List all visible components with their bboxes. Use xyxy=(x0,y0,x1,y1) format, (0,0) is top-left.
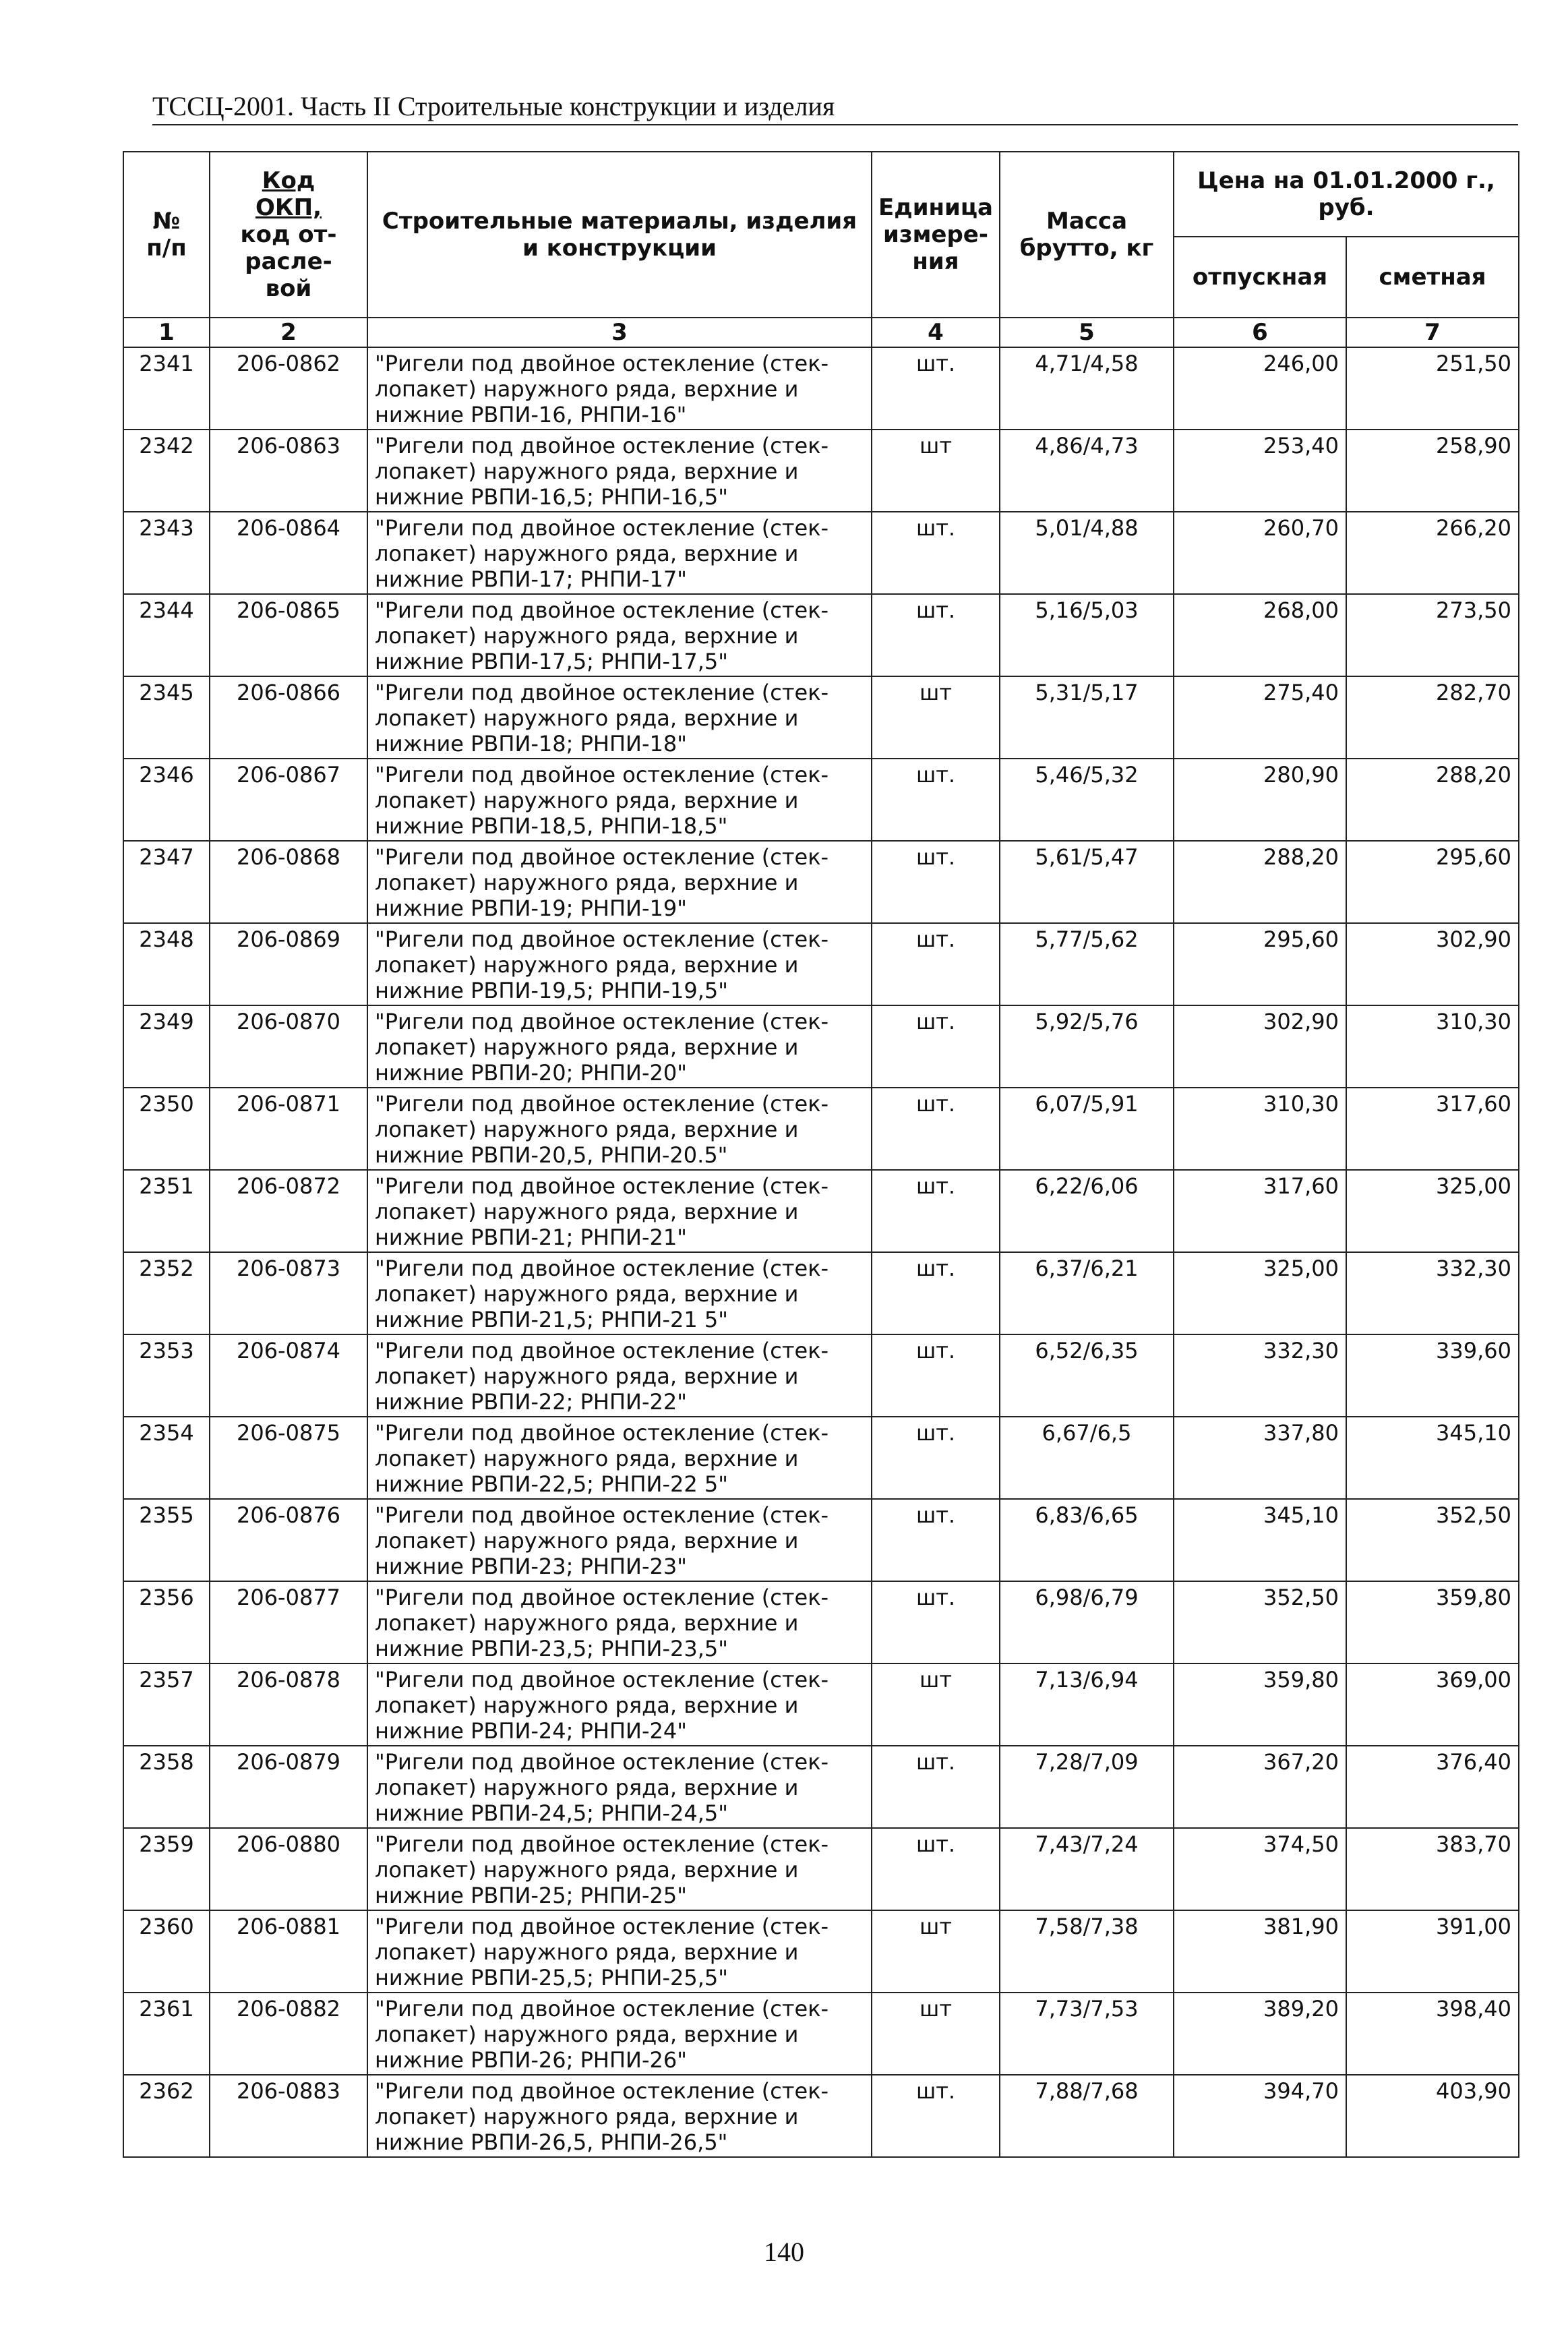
row-name: "Ригели под двойное остекление (стек- лопакет) наружного ряда, верхние и нижние РВПИ-22,5; РНПИ-22 5" xyxy=(367,1417,872,1499)
row-mass: 7,13/6,94 xyxy=(1000,1663,1174,1746)
header-num: № п/п xyxy=(123,152,210,318)
row-price-release: 288,20 xyxy=(1174,841,1346,923)
row-price-estimate: 266,20 xyxy=(1346,512,1519,594)
row-mass: 6,83/6,65 xyxy=(1000,1499,1174,1581)
table-row xyxy=(123,1581,1519,1663)
table-row xyxy=(123,1170,1519,1252)
row-number: 2341 xyxy=(123,347,210,430)
row-code: 206-0872 xyxy=(210,1170,367,1252)
row-mass: 4,86/4,73 xyxy=(1000,430,1174,512)
row-price-estimate: 258,90 xyxy=(1346,430,1519,512)
row-unit: шт. xyxy=(872,923,1000,1005)
row-code: 206-0865 xyxy=(210,594,367,676)
row-name: "Ригели под двойное остекление (стек- лопакет) наружного ряда, верхние и нижние РВПИ-26; РНПИ-26" xyxy=(367,1993,872,2075)
table-row xyxy=(123,1663,1519,1746)
row-mass: 7,43/7,24 xyxy=(1000,1828,1174,1910)
row-price-release: 246,00 xyxy=(1174,347,1346,430)
row-code: 206-0870 xyxy=(210,1005,367,1088)
row-price-release: 295,60 xyxy=(1174,923,1346,1005)
row-price-estimate: 369,00 xyxy=(1346,1663,1519,1746)
row-price-release: 337,80 xyxy=(1174,1417,1346,1499)
row-unit: шт. xyxy=(872,2075,1000,2157)
column-number: 7 xyxy=(1346,318,1519,347)
row-price-release: 352,50 xyxy=(1174,1581,1346,1663)
row-name: "Ригели под двойное остекление (стек- лопакет) наружного ряда, верхние и нижние РВПИ-18,5, РНПИ-18,5" xyxy=(367,759,872,841)
row-code: 206-0875 xyxy=(210,1417,367,1499)
row-number: 2345 xyxy=(123,676,210,759)
row-mass: 5,16/5,03 xyxy=(1000,594,1174,676)
table-row xyxy=(123,923,1519,1005)
row-unit: шт. xyxy=(872,1581,1000,1663)
row-price-release: 325,00 xyxy=(1174,1252,1346,1334)
row-code: 206-0869 xyxy=(210,923,367,1005)
row-number: 2342 xyxy=(123,430,210,512)
table-row xyxy=(123,1499,1519,1581)
row-number: 2352 xyxy=(123,1252,210,1334)
row-mass: 5,61/5,47 xyxy=(1000,841,1174,923)
row-number: 2359 xyxy=(123,1828,210,1910)
table-row xyxy=(123,1334,1519,1417)
row-unit: шт. xyxy=(872,1088,1000,1170)
row-code: 206-0866 xyxy=(210,676,367,759)
row-number: 2362 xyxy=(123,2075,210,2157)
row-price-release: 268,00 xyxy=(1174,594,1346,676)
row-price-release: 367,20 xyxy=(1174,1746,1346,1828)
row-code: 206-0881 xyxy=(210,1910,367,1993)
row-mass: 6,22/6,06 xyxy=(1000,1170,1174,1252)
row-unit: шт. xyxy=(872,1746,1000,1828)
table-row xyxy=(123,759,1519,841)
row-code: 206-0879 xyxy=(210,1746,367,1828)
row-name: "Ригели под двойное остекление (стек- лопакет) наружного ряда, верхние и нижние РВПИ-25; РНПИ-25" xyxy=(367,1828,872,1910)
table-row xyxy=(123,1252,1519,1334)
row-price-estimate: 251,50 xyxy=(1346,347,1519,430)
row-name: "Ригели под двойное остекление (стек- лопакет) наружного ряда, верхние и нижние РВПИ-17,5; РНПИ-17,5" xyxy=(367,594,872,676)
row-price-release: 389,20 xyxy=(1174,1993,1346,2075)
row-price-estimate: 295,60 xyxy=(1346,841,1519,923)
table-row xyxy=(123,1828,1519,1910)
row-unit: шт. xyxy=(872,1334,1000,1417)
row-mass: 6,37/6,21 xyxy=(1000,1252,1174,1334)
row-name: "Ригели под двойное остекление (стек- лопакет) наружного ряда, верхние и нижние РВПИ-18; РНПИ-18" xyxy=(367,676,872,759)
row-code: 206-0874 xyxy=(210,1334,367,1417)
row-mass: 6,67/6,5 xyxy=(1000,1417,1174,1499)
row-number: 2357 xyxy=(123,1663,210,1746)
row-name: "Ригели под двойное остекление (стек- лопакет) наружного ряда, верхние и нижние РВПИ-17; РНПИ-17" xyxy=(367,512,872,594)
row-name: "Ригели под двойное остекление (стек- лопакет) наружного ряда, верхние и нижние РВПИ-20; РНПИ-20" xyxy=(367,1005,872,1088)
row-name: "Ригели под двойное остекление (стек- лопакет) наружного ряда, верхние и нижние РВПИ-23; РНПИ-23" xyxy=(367,1499,872,1581)
row-number: 2349 xyxy=(123,1005,210,1088)
row-number: 2355 xyxy=(123,1499,210,1581)
row-price-estimate: 359,80 xyxy=(1346,1581,1519,1663)
row-mass: 5,01/4,88 xyxy=(1000,512,1174,594)
row-code: 206-0882 xyxy=(210,1993,367,2075)
row-price-release: 345,10 xyxy=(1174,1499,1346,1581)
row-price-release: 374,50 xyxy=(1174,1828,1346,1910)
row-price-estimate: 345,10 xyxy=(1346,1417,1519,1499)
table-row xyxy=(123,1088,1519,1170)
row-name: "Ригели под двойное остекление (стек- лопакет) наружного ряда, верхние и нижние РВПИ-21; РНПИ-21" xyxy=(367,1170,872,1252)
header-price-release: отпускная xyxy=(1174,237,1346,318)
row-price-estimate: 310,30 xyxy=(1346,1005,1519,1088)
row-price-release: 359,80 xyxy=(1174,1663,1346,1746)
row-name: "Ригели под двойное остекление (стек- лопакет) наружного ряда, верхние и нижние РВПИ-23,5; РНПИ-23,5" xyxy=(367,1581,872,1663)
row-name: "Ригели под двойное остекление (стек- лопакет) наружного ряда, верхние и нижние РВПИ-21,5; РНПИ-21 5" xyxy=(367,1252,872,1334)
row-price-release: 275,40 xyxy=(1174,676,1346,759)
row-name: "Ригели под двойное остекление (стек- лопакет) наружного ряда, верхние и нижние РВПИ-16,5; РНПИ-16,5" xyxy=(367,430,872,512)
row-mass: 6,52/6,35 xyxy=(1000,1334,1174,1417)
row-unit: шт. xyxy=(872,1252,1000,1334)
row-unit: шт xyxy=(872,1910,1000,1993)
row-price-estimate: 352,50 xyxy=(1346,1499,1519,1581)
row-mass: 4,71/4,58 xyxy=(1000,347,1174,430)
table-row xyxy=(123,2075,1519,2157)
page-header: ТССЦ-2001. Часть II Строительные конструкции и изделия xyxy=(152,92,1518,125)
row-mass: 7,58/7,38 xyxy=(1000,1910,1174,1993)
row-mass: 5,92/5,76 xyxy=(1000,1005,1174,1088)
row-price-release: 253,40 xyxy=(1174,430,1346,512)
row-price-release: 280,90 xyxy=(1174,759,1346,841)
row-price-estimate: 332,30 xyxy=(1346,1252,1519,1334)
header-code xyxy=(210,152,367,318)
row-code: 206-0867 xyxy=(210,759,367,841)
table-row xyxy=(123,512,1519,594)
row-price-estimate: 403,90 xyxy=(1346,2075,1519,2157)
row-number: 2346 xyxy=(123,759,210,841)
row-price-estimate: 383,70 xyxy=(1346,1828,1519,1910)
column-number-row xyxy=(123,318,1519,347)
header-price-group: Цена на 01.01.2000 г., руб. xyxy=(1174,152,1519,237)
row-price-estimate: 282,70 xyxy=(1346,676,1519,759)
table-row xyxy=(123,1910,1519,1993)
row-name: "Ригели под двойное остекление (стек- лопакет) наружного ряда, верхние и нижние РВПИ-24,5; РНПИ-24,5" xyxy=(367,1746,872,1828)
row-name: "Ригели под двойное остекление (стек- лопакет) наружного ряда, верхние и нижние РВПИ-19; РНПИ-19" xyxy=(367,841,872,923)
row-code: 206-0871 xyxy=(210,1088,367,1170)
row-name: "Ригели под двойное остекление (стек- лопакет) наружного ряда, верхние и нижние РВПИ-25,5; РНПИ-25,5" xyxy=(367,1910,872,1993)
row-price-estimate: 325,00 xyxy=(1346,1170,1519,1252)
header-unit: Единица измере- ния xyxy=(872,152,1000,318)
table-row xyxy=(123,676,1519,759)
row-unit: шт xyxy=(872,430,1000,512)
row-price-estimate: 302,90 xyxy=(1346,923,1519,1005)
row-unit: шт xyxy=(872,1993,1000,2075)
table-row xyxy=(123,594,1519,676)
table-row xyxy=(123,1417,1519,1499)
row-code: 206-0880 xyxy=(210,1828,367,1910)
row-unit: шт. xyxy=(872,1170,1000,1252)
row-code: 206-0876 xyxy=(210,1499,367,1581)
row-price-release: 332,30 xyxy=(1174,1334,1346,1417)
column-number: 6 xyxy=(1174,318,1346,347)
row-unit: шт. xyxy=(872,841,1000,923)
row-code: 206-0868 xyxy=(210,841,367,923)
row-unit: шт xyxy=(872,1663,1000,1746)
table-row xyxy=(123,841,1519,923)
row-mass: 5,46/5,32 xyxy=(1000,759,1174,841)
row-mass: 7,73/7,53 xyxy=(1000,1993,1174,2075)
row-mass: 6,98/6,79 xyxy=(1000,1581,1174,1663)
header-price-estimate: сметная xyxy=(1346,237,1519,318)
row-name: "Ригели под двойное остекление (стек- лопакет) наружного ряда, верхние и нижние РВПИ-22; РНПИ-22" xyxy=(367,1334,872,1417)
row-number: 2356 xyxy=(123,1581,210,1663)
column-number: 4 xyxy=(872,318,1000,347)
header-code-okp: Код ОКП, xyxy=(255,167,322,221)
row-price-estimate: 317,60 xyxy=(1346,1088,1519,1170)
row-number: 2351 xyxy=(123,1170,210,1252)
row-price-estimate: 391,00 xyxy=(1346,1910,1519,1993)
row-code: 206-0873 xyxy=(210,1252,367,1334)
row-code: 206-0864 xyxy=(210,512,367,594)
row-code: 206-0883 xyxy=(210,2075,367,2157)
column-number: 2 xyxy=(210,318,367,347)
row-number: 2360 xyxy=(123,1910,210,1993)
row-price-estimate: 273,50 xyxy=(1346,594,1519,676)
row-code: 206-0878 xyxy=(210,1663,367,1746)
row-mass: 6,07/5,91 xyxy=(1000,1088,1174,1170)
row-mass: 7,88/7,68 xyxy=(1000,2075,1174,2157)
row-code: 206-0862 xyxy=(210,347,367,430)
row-number: 2353 xyxy=(123,1334,210,1417)
table-row xyxy=(123,347,1519,430)
header-name: Строительные материалы, изделия и конструкции xyxy=(367,152,872,318)
row-number: 2358 xyxy=(123,1746,210,1828)
table-row xyxy=(123,1746,1519,1828)
row-unit: шт xyxy=(872,676,1000,759)
row-number: 2347 xyxy=(123,841,210,923)
table-row xyxy=(123,1993,1519,2075)
page-number: 140 xyxy=(764,2237,804,2267)
row-code: 206-0863 xyxy=(210,430,367,512)
row-price-release: 260,70 xyxy=(1174,512,1346,594)
table-row xyxy=(123,430,1519,512)
row-number: 2361 xyxy=(123,1993,210,2075)
row-name: "Ригели под двойное остекление (стек- лопакет) наружного ряда, верхние и нижние РВПИ-16, РНПИ-16" xyxy=(367,347,872,430)
row-number: 2344 xyxy=(123,594,210,676)
row-price-release: 381,90 xyxy=(1174,1910,1346,1993)
row-mass: 7,28/7,09 xyxy=(1000,1746,1174,1828)
row-unit: шт. xyxy=(872,512,1000,594)
price-table xyxy=(123,151,1519,2158)
column-number: 5 xyxy=(1000,318,1174,347)
row-name: "Ригели под двойное остекление (стек- лопакет) наружного ряда, верхние и нижние РВПИ-26,5, РНПИ-26,5" xyxy=(367,2075,872,2157)
row-price-release: 310,30 xyxy=(1174,1088,1346,1170)
row-name: "Ригели под двойное остекление (стек- лопакет) наружного ряда, верхние и нижние РВПИ-24; РНПИ-24" xyxy=(367,1663,872,1746)
row-price-estimate: 339,60 xyxy=(1346,1334,1519,1417)
table-row xyxy=(123,1005,1519,1088)
row-unit: шт. xyxy=(872,1417,1000,1499)
row-price-estimate: 376,40 xyxy=(1346,1746,1519,1828)
row-mass: 5,31/5,17 xyxy=(1000,676,1174,759)
row-unit: шт. xyxy=(872,594,1000,676)
row-mass: 5,77/5,62 xyxy=(1000,923,1174,1005)
row-code: 206-0877 xyxy=(210,1581,367,1663)
row-number: 2343 xyxy=(123,512,210,594)
row-unit: шт. xyxy=(872,1005,1000,1088)
row-number: 2348 xyxy=(123,923,210,1005)
row-price-release: 394,70 xyxy=(1174,2075,1346,2157)
row-name: "Ригели под двойное остекление (стек- лопакет) наружного ряда, верхние и нижние РВПИ-19,5; РНПИ-19,5" xyxy=(367,923,872,1005)
table-body xyxy=(123,347,1519,2157)
row-price-release: 302,90 xyxy=(1174,1005,1346,1088)
header-mass: Масса брутто, кг xyxy=(1000,152,1174,318)
row-price-release: 317,60 xyxy=(1174,1170,1346,1252)
row-price-estimate: 398,40 xyxy=(1346,1993,1519,2075)
row-unit: шт. xyxy=(872,347,1000,430)
row-name: "Ригели под двойное остекление (стек- лопакет) наружного ряда, верхние и нижние РВПИ-20,5, РНПИ-20.5" xyxy=(367,1088,872,1170)
row-unit: шт. xyxy=(872,1499,1000,1581)
row-number: 2350 xyxy=(123,1088,210,1170)
row-unit: шт. xyxy=(872,759,1000,841)
column-number: 3 xyxy=(367,318,872,347)
header-code-rest: код от- расле- вой xyxy=(240,221,337,302)
row-price-estimate: 288,20 xyxy=(1346,759,1519,841)
row-unit: шт. xyxy=(872,1828,1000,1910)
row-number: 2354 xyxy=(123,1417,210,1499)
column-number: 1 xyxy=(123,318,210,347)
